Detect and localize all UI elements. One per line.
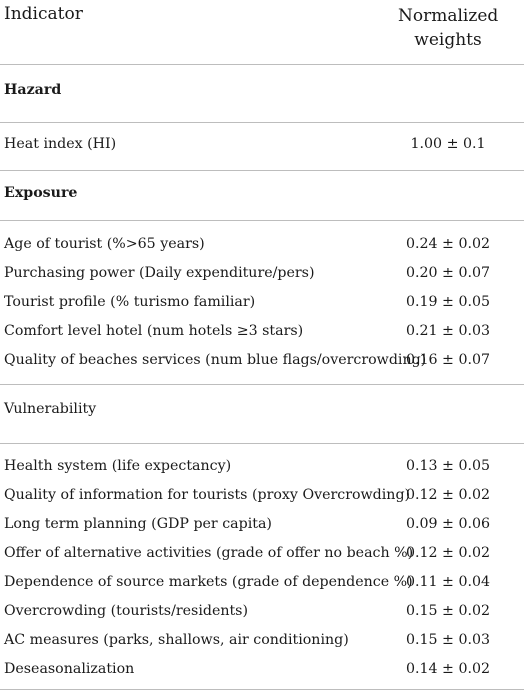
- row-value: 0.13 ± 0.05: [405, 458, 491, 474]
- row-value: 0.14 ± 0.02: [405, 661, 491, 677]
- row-value: 0.21 ± 0.03: [405, 323, 491, 339]
- header-weights-line2: weights: [414, 30, 482, 50]
- row-label: Tourist profile (% turismo familiar): [4, 294, 256, 310]
- row-label: Long term planning (GDP per capita): [4, 516, 272, 532]
- section-rule: [0, 122, 524, 123]
- table-row: [0, 130, 524, 159]
- section-hazard: [0, 64, 524, 122]
- row-label: Age of tourist (%>65 years): [4, 236, 205, 252]
- table-row: [0, 230, 524, 259]
- row-label: AC measures (parks, shallows, air conditioning): [4, 632, 349, 648]
- row-value: 0.09 ± 0.06: [405, 516, 491, 532]
- section-vulnerability: [0, 385, 524, 437]
- row-label: Offer of alternative activities (grade of offer no beach %): [4, 545, 414, 561]
- row-value: 0.12 ± 0.02: [405, 487, 491, 503]
- section-title: Hazard: [4, 82, 62, 98]
- row-label: Purchasing power (Daily expenditure/pers): [4, 265, 315, 281]
- table-row: [0, 655, 524, 684]
- section-rule: [0, 220, 524, 221]
- table-row: [0, 626, 524, 655]
- table-row: [0, 346, 524, 375]
- row-value: 0.11 ± 0.04: [405, 574, 491, 590]
- table-row: [0, 568, 524, 597]
- row-label: Deseasonalization: [4, 661, 135, 677]
- table-row: [0, 597, 524, 626]
- row-label: Heat index (HI): [4, 136, 117, 152]
- row-label: Comfort level hotel (num hotels ≥3 stars): [4, 323, 304, 339]
- row-value: 0.15 ± 0.03: [405, 632, 491, 648]
- table-row: [0, 452, 524, 481]
- row-label: Dependence of source markets (grade of dependence %): [4, 574, 413, 590]
- row-value: 0.19 ± 0.05: [405, 294, 491, 310]
- row-value: 0.16 ± 0.07: [405, 352, 491, 368]
- header-weights-line1: Normalized: [398, 6, 499, 26]
- row-value: 0.24 ± 0.02: [405, 236, 491, 252]
- table-row: [0, 317, 524, 346]
- row-label: Quality of information for tourists (proxy Overcrowding): [4, 487, 411, 503]
- row-label: Overcrowding (tourists/residents): [4, 603, 248, 619]
- section-exposure: [0, 171, 524, 221]
- table-bottom-rule: [0, 689, 524, 690]
- section-title: Exposure: [4, 185, 78, 201]
- table-row: [0, 288, 524, 317]
- row-label: Quality of beaches services (num blue flags/overcrowding): [4, 352, 427, 368]
- section-title: Vulnerability: [4, 401, 97, 417]
- table-row: [0, 510, 524, 539]
- table-row: [0, 539, 524, 568]
- section-rule: [0, 443, 524, 444]
- row-value: 0.15 ± 0.02: [405, 603, 491, 619]
- header-normalized-weights: [398, 4, 498, 52]
- row-label: Health system (life expectancy): [4, 458, 232, 474]
- table-header: [0, 0, 524, 65]
- row-value: 0.20 ± 0.07: [405, 265, 491, 281]
- row-value: 0.12 ± 0.02: [405, 545, 491, 561]
- table-row: [0, 481, 524, 510]
- header-indicator: Indicator: [4, 4, 83, 24]
- table-row: [0, 259, 524, 288]
- row-value: 1.00 ± 0.1: [410, 136, 486, 152]
